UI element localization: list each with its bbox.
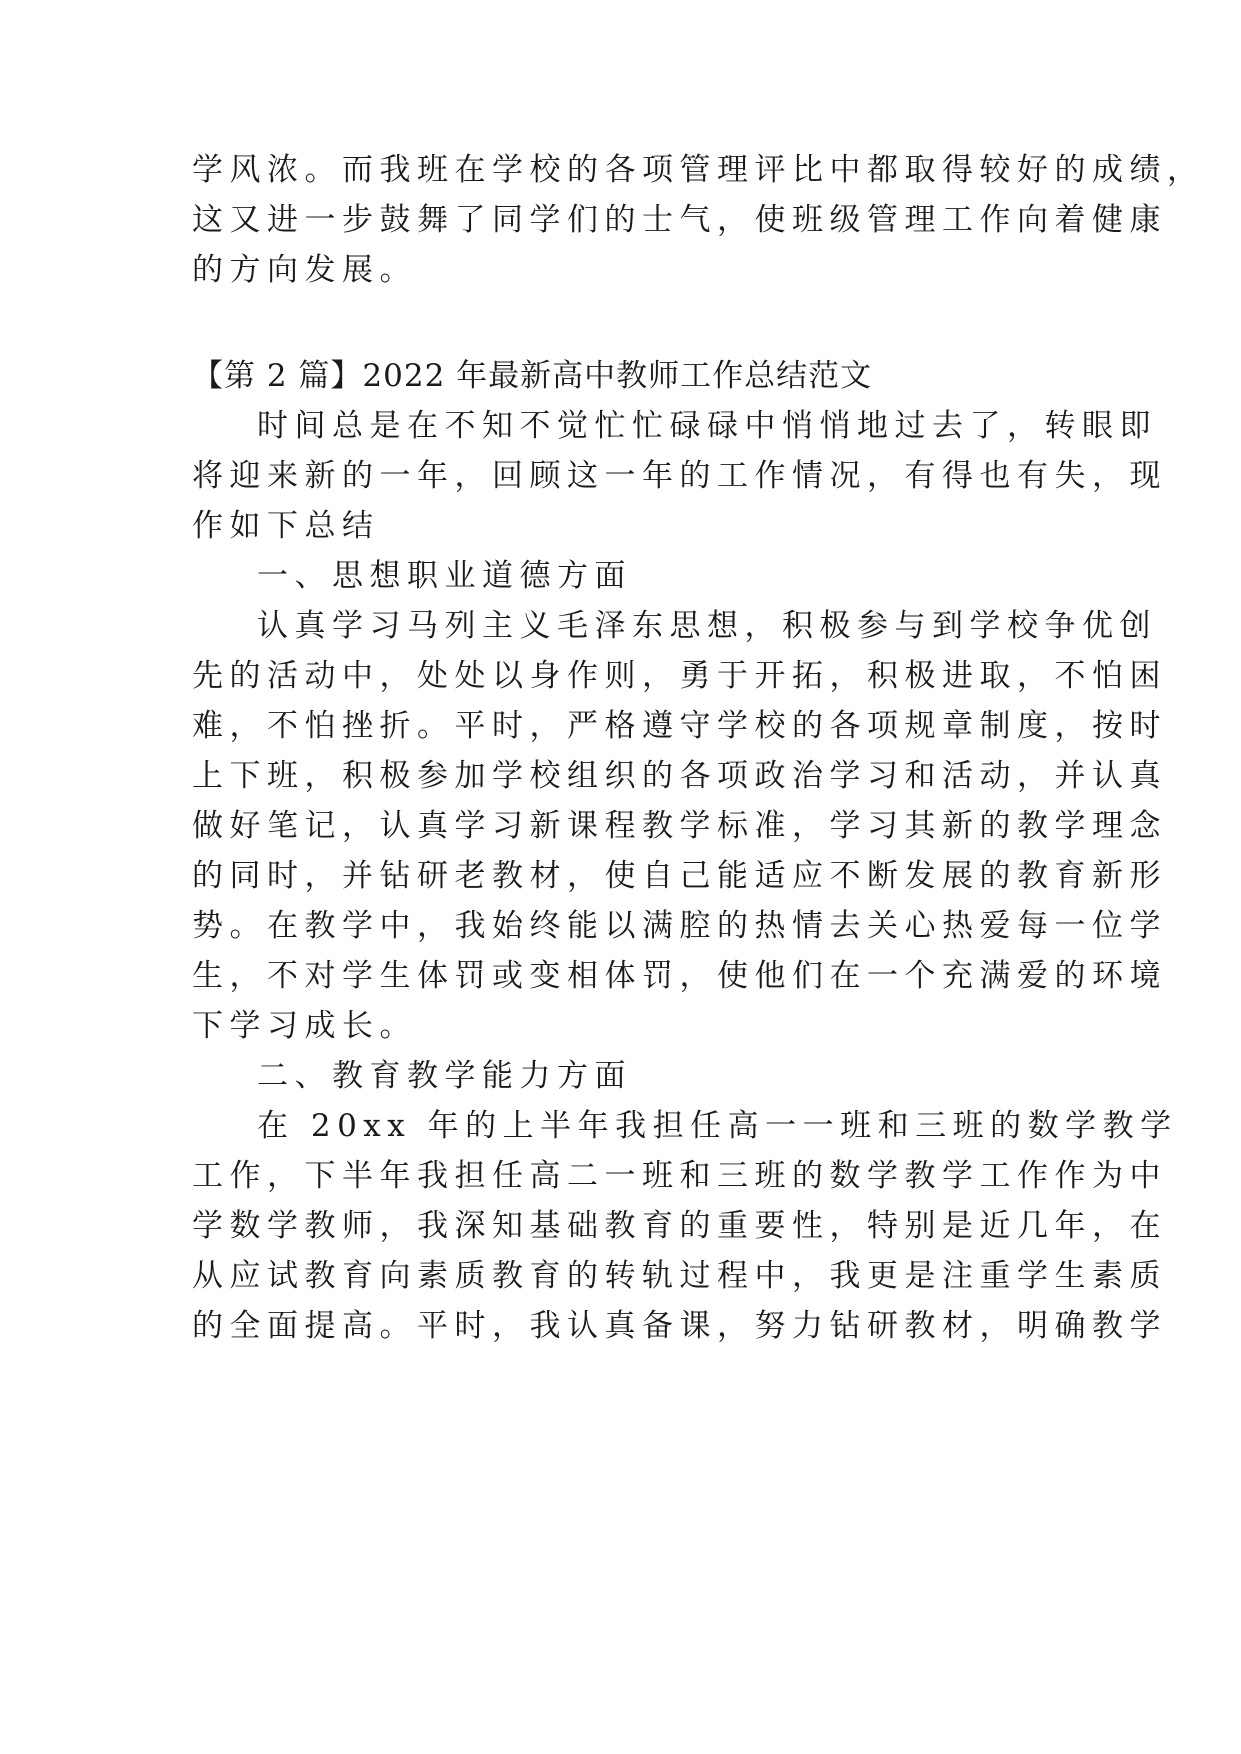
subsection-heading: 一、思想职业道德方面 [257,558,632,594]
paragraph-line: 做好笔记，认真学习新课程教学标准，学习其新的教学理念 [192,808,1167,844]
paragraph-line: 生，不对学生体罚或变相体罚，使他们在一个充满爱的环境 [192,958,1167,994]
paragraph-line: 学风浓。而我班在学校的各项管理评比中都取得较好的成绩， [192,152,1205,188]
paragraph-line: 学数学教师，我深知基础教育的重要性，特别是近几年，在 [192,1208,1167,1244]
paragraph-line: 难，不怕挫折。平时，严格遵守学校的各项规章制度，按时 [192,708,1167,744]
paragraph-line: 上下班，积极参加学校组织的各项政治学习和活动，并认真 [192,758,1167,794]
paragraph-line: 认真学习马列主义毛泽东思想，积极参与到学校争优创 [257,608,1157,644]
paragraph-line: 在 20xx 年的上半年我担任高一一班和三班的数学教学 [257,1108,1178,1144]
subsection-heading: 二、教育教学能力方面 [257,1058,632,1094]
paragraph-line: 将迎来新的一年，回顾这一年的工作情况，有得也有失，现 [192,458,1167,494]
paragraph-line: 工作，下半年我担任高二一班和三班的数学教学工作作为中 [192,1158,1167,1194]
paragraph-line: 下学习成长。 [192,1008,417,1044]
paragraph-line: 的方向发展。 [192,252,417,288]
paragraph-line: 的同时，并钻研老教材，使自己能适应不断发展的教育新形 [192,858,1167,894]
paragraph-line: 这又进一步鼓舞了同学们的士气，使班级管理工作向着健康 [192,202,1167,238]
section-heading: 【第 2 篇】2022 年最新高中教师工作总结范文 [192,358,873,394]
paragraph-line: 势。在教学中，我始终能以满腔的热情去关心热爱每一位学 [192,908,1167,944]
paragraph-line: 时间总是在不知不觉忙忙碌碌中悄悄地过去了，转眼即 [257,408,1157,444]
paragraph-line: 的全面提高。平时，我认真备课，努力钻研教材，明确教学 [192,1308,1167,1344]
paragraph-line: 先的活动中，处处以身作则，勇于开拓，积极进取，不怕困 [192,658,1167,694]
paragraph-line: 作如下总结 [192,508,380,544]
paragraph-line: 从应试教育向素质教育的转轨过程中，我更是注重学生素质 [192,1258,1167,1294]
